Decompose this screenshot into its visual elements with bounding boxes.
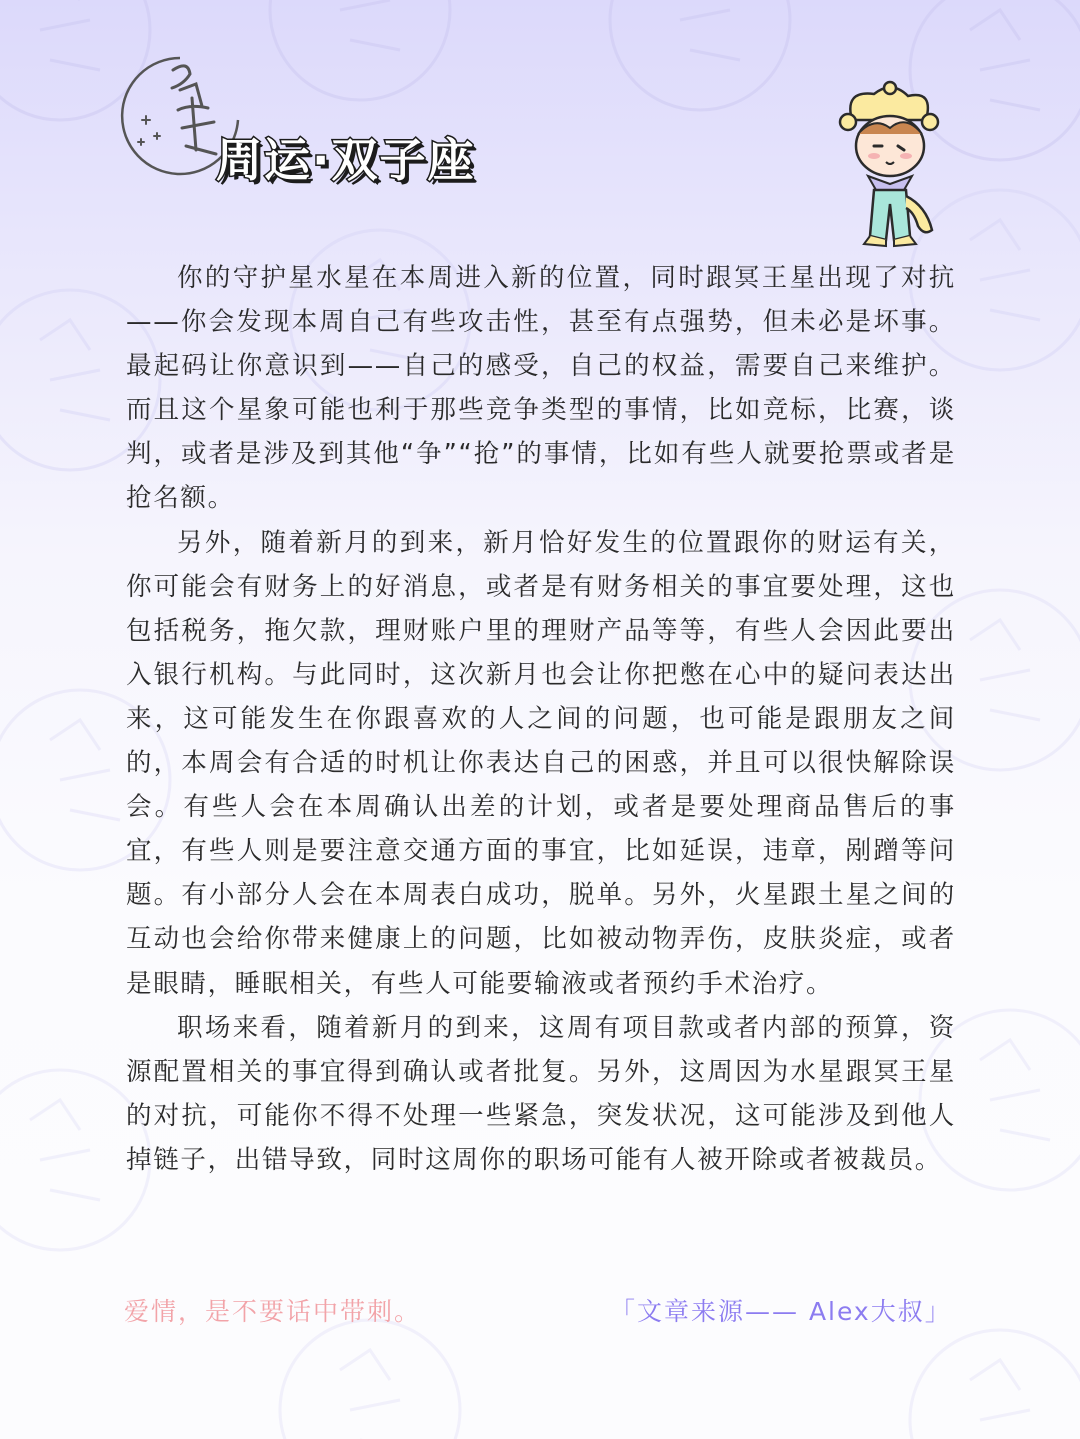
jester-boy-mascot-icon: [834, 80, 944, 250]
article-source: 「文章来源—— Alex大叔」: [610, 1297, 952, 1326]
article-paragraph: 职场来看，随着新月的到来，这周有项目款或者内部的预算，资源配置相关的事宜得到确认或者批复。另外，这周因为水星跟冥王星的对抗，可能你不得不处理一些紧急，突发状况，这可能涉及到他人掉链子，出错导致，同时这周你的职场可能有人被开除或者被裁员。: [126, 1012, 956, 1175]
article-paragraph: 另外，随着新月的到来，新月恰好发生的位置跟你的财运有关，你可能会有财务上的好消息，或者是有财务相关的事宜要处理，这也包括税务，拖欠款，理财账户里的理财产品等等，有些人会因此要出入银行机构。与此同时，这次新月也会让你把憋在心中的疑问表达出来，这可能发生在你跟喜欢的人之间的问题，也可能是跟朋友之间的，本周会有合适的时机让你表达自己的困惑，并且可以很快解除误会。有些人会在本周确认出差的计划，或者是要处理商品售后的事宜，有些人则是要注意交通方面的事宜，比如延误，违章，剐蹭等问题。有小部分人会在本周表白成功，脱单。另外，火星跟土星之间的互动也会给你带来健康上的问题，比如被动物弄伤，皮肤炎症，或者是眼睛，睡眠相关，有些人可能要输液或者预约手术治疗。: [126, 527, 956, 999]
article-paragraph: 你的守护星水星在本周进入新的位置，同时跟冥王星出现了对抗——你会发现本周自己有些攻击性，甚至有点强势，但未必是坏事。最起码让你意识到——自己的感受，自己的权益，需要自己来维护。而且这个星象可能也利于那些竞争类型的事情，比如竞标，比赛，谈判，或者是涉及到其他“争”“抢”的事情，比如有些人就要抢票或者是抢名额。: [126, 263, 956, 514]
watermark-icon: [270, 1310, 470, 1439]
love-quote: 爱情，是不要话中带刺。: [124, 1297, 422, 1326]
horoscope-article: [126, 256, 956, 1182]
watermark-icon: [900, 1320, 1080, 1439]
page-title: 周运·双子座: [216, 133, 476, 187]
page-header: [118, 50, 958, 230]
